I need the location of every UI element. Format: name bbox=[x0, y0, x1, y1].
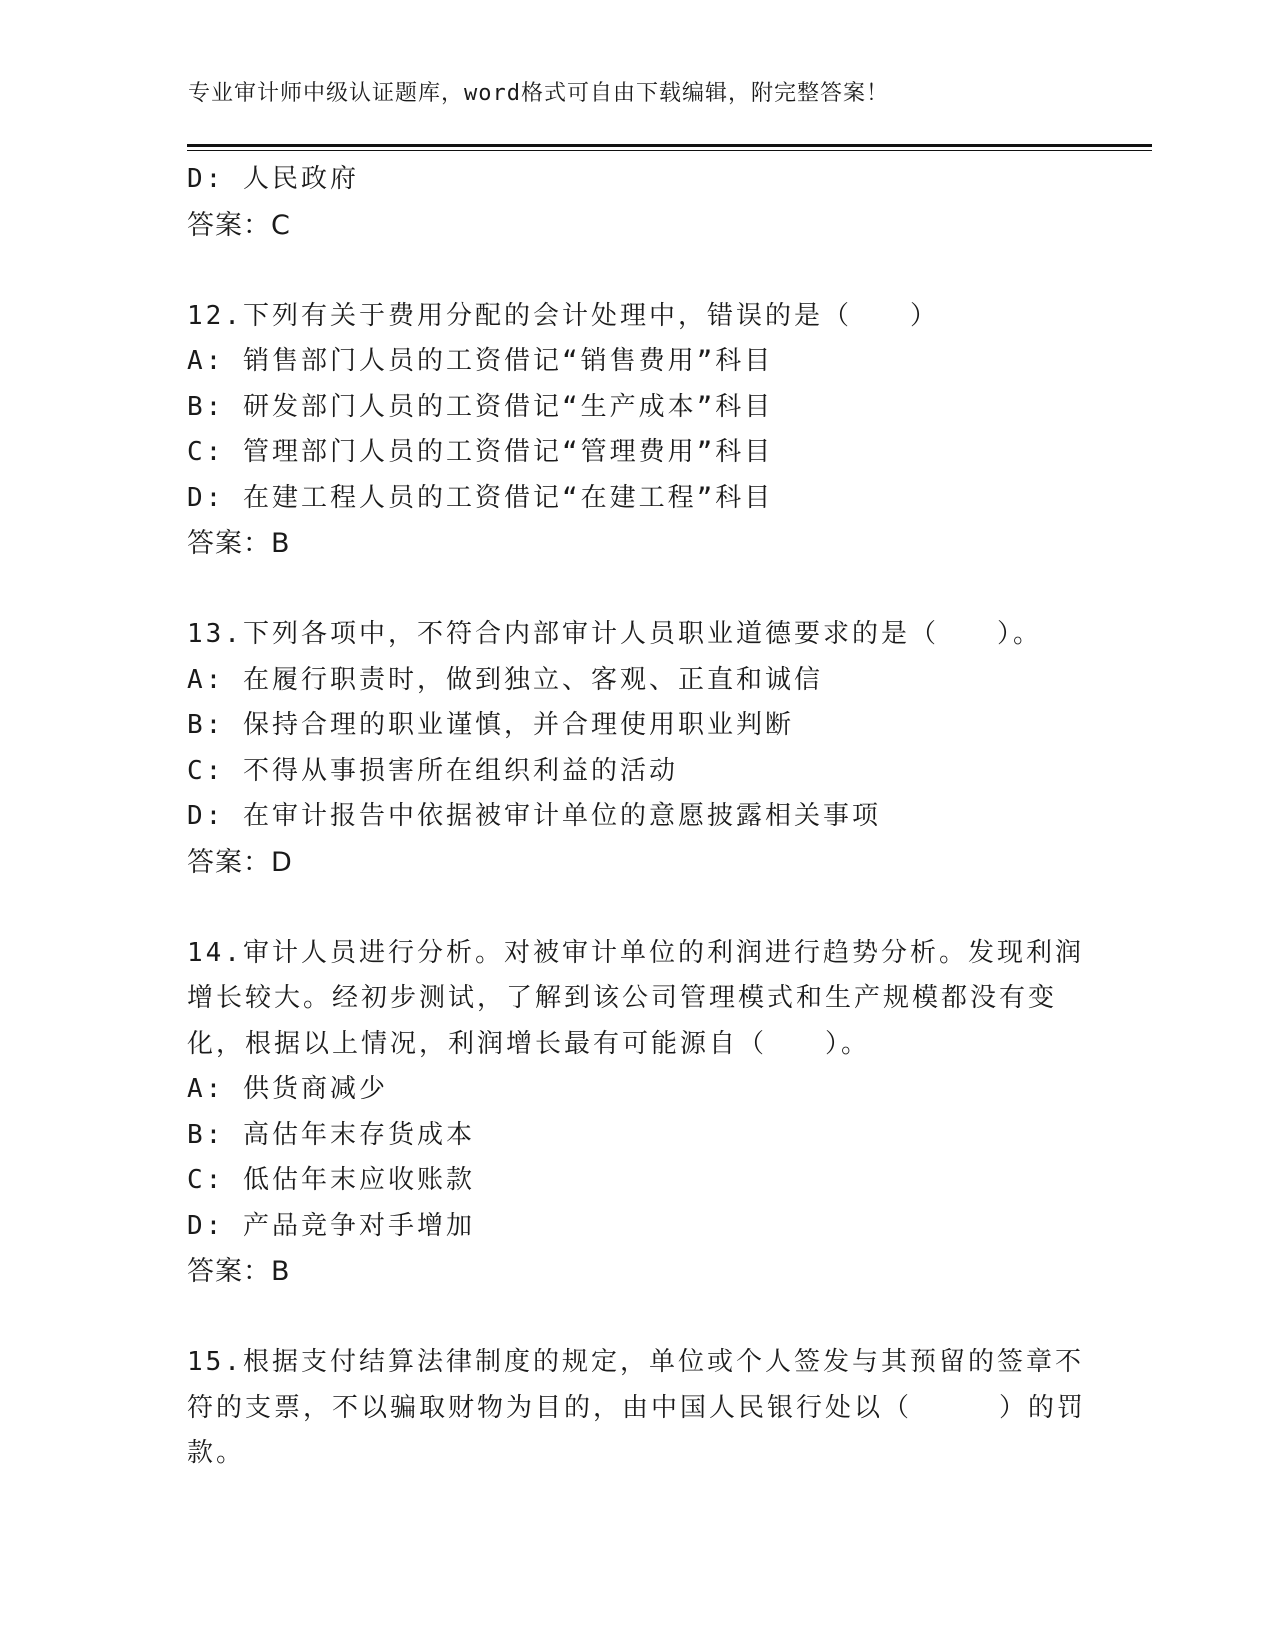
header-divider-thick bbox=[187, 144, 1152, 147]
question-stem: 12.下列有关于费用分配的会计处理中，错误的是（ ） bbox=[187, 300, 939, 331]
option-d: D: 产品竞争对手增加 bbox=[187, 1210, 475, 1241]
option-c: C: 不得从事损害所在组织利益的活动 bbox=[187, 755, 678, 786]
question-12 bbox=[187, 294, 1087, 567]
spacer bbox=[187, 885, 1087, 931]
question-stem: 15.根据支付结算法律制度的规定，单位或个人签发与其预留的签章不符的支票，不以骗取财物为目的，由中国人民银行处以（ ）的罚款。 bbox=[187, 1347, 1087, 1468]
option-d-continued: D: 人民政府 bbox=[187, 164, 359, 194]
option-d: D: 在建工程人员的工资借记“在建工程”科目 bbox=[187, 482, 774, 513]
option-d: D: 在审计报告中依据被审计单位的意愿披露相关事项 bbox=[187, 801, 881, 831]
answer: 答案：D bbox=[187, 846, 293, 878]
answer: 答案：B bbox=[187, 1256, 291, 1287]
option-b: B: 研发部门人员的工资借记“生产成本”科目 bbox=[187, 391, 774, 422]
question-14 bbox=[187, 931, 1087, 1295]
answer: 答案：B bbox=[187, 528, 291, 559]
question-15 bbox=[187, 1340, 1087, 1477]
question-stem: 14.审计人员进行分析。对被审计单位的利润进行趋势分析。发现利润增长较大。经初步测试，了解到该公司管理模式和生产规模都没有变化，根据以上情况，利润增长最有可能源自（ ）。 bbox=[187, 937, 1084, 1059]
option-a: A: 销售部门人员的工资借记“销售费用”科目 bbox=[187, 346, 774, 376]
option-a: A: 在履行职责时，做到独立、客观、正直和诚信 bbox=[187, 664, 823, 695]
page-header: 专业审计师中级认证题库，word格式可自由下载编辑，附完整答案！ bbox=[188, 81, 889, 106]
answer-continued: 答案：C bbox=[187, 209, 291, 241]
header-divider-thin bbox=[187, 150, 1152, 151]
spacer bbox=[187, 1295, 1087, 1341]
question-13 bbox=[187, 612, 1087, 885]
spacer bbox=[187, 248, 1087, 294]
question-stem: 13.下列各项中，不符合内部审计人员职业道德要求的是（ ）。 bbox=[187, 619, 1042, 649]
option-b: B: 高估年末存货成本 bbox=[187, 1119, 475, 1150]
option-b: B: 保持合理的职业谨慎，并合理使用职业判断 bbox=[187, 710, 794, 740]
option-c: C: 低估年末应收账款 bbox=[187, 1165, 475, 1195]
question-content bbox=[187, 157, 1087, 1477]
spacer bbox=[187, 567, 1087, 613]
option-c: C: 管理部门人员的工资借记“管理费用”科目 bbox=[187, 437, 774, 467]
option-a: A: 供货商减少 bbox=[187, 1074, 388, 1104]
